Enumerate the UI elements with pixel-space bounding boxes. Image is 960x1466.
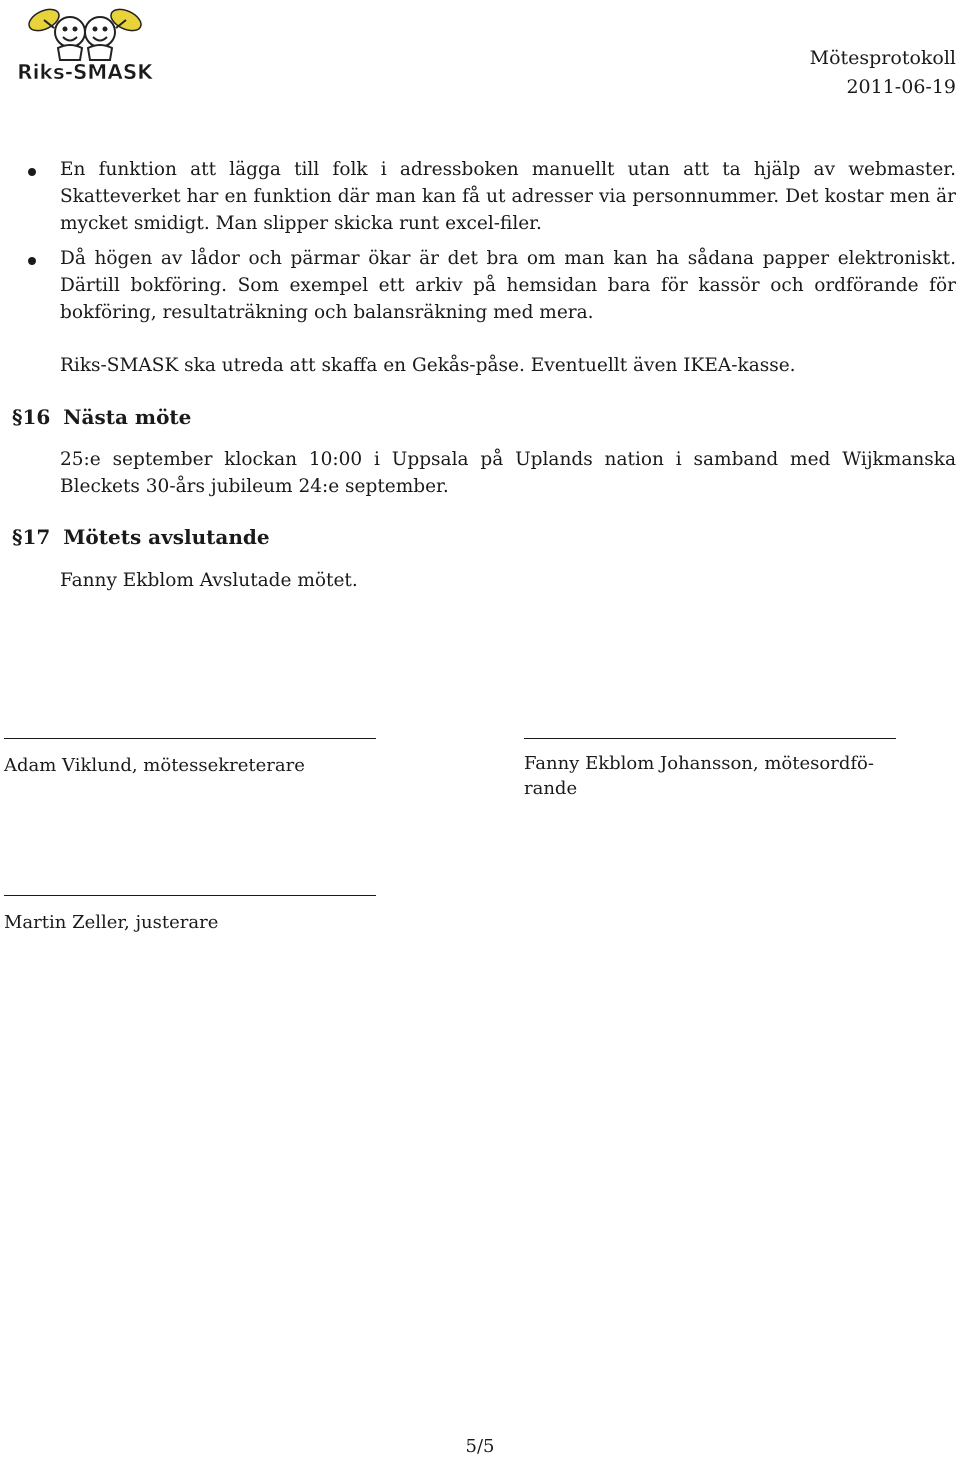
section-heading-17 [12,523,270,551]
document-title: Mötesprotokoll [809,47,956,69]
signature-label-secretary: Adam Viklund, mötessekreterare [4,755,305,776]
signature-label-chair [524,751,874,801]
signature-label-chair-line: rande [524,778,578,799]
signature-line-chair [524,738,896,739]
section-number: §16 [12,405,51,429]
section-title: Nästa möte [63,405,192,429]
list-item-text: En funktion att lägga till folk i adressboken manuellt utan att ta hjälp av webmaster. Skatteverket har en funktion där man kan få ut adresser via personnummer. Det kostar men är mycket smidigt. Man slipper skicka runt excel-filer. [60,159,956,234]
riks-smask-logo [14,2,156,84]
signature-label-chair-line: Fanny Ekblom Johansson, mötesordfö- [524,753,874,774]
document-date: 2011-06-19 [846,76,956,98]
bullet-icon [28,257,36,265]
signature-line-secretary [4,738,376,739]
section-title: Mötets avslutande [63,525,270,549]
signature-line-adjuster [4,895,376,896]
section-17-body: Fanny Ekblom Avslutade mötet. [60,570,358,591]
section-number: §17 [12,525,51,549]
section-heading-16 [12,403,191,431]
paragraph-gekas: Riks-SMASK ska utreda att skaffa en Gekås-påse. Eventuellt även IKEA-kasse. [60,355,796,376]
document-header [810,44,956,102]
list-item [60,156,956,237]
signature-label-adjuster: Martin Zeller, justerare [4,912,219,933]
bullet-list [60,156,956,334]
page-number: 5/5 [465,1436,495,1457]
list-item [60,245,956,326]
bullet-icon [28,168,36,176]
logo-wordmark: Riks-SMASK [17,60,153,84]
section-16-body: 25:e september klockan 10:00 i Uppsala på Uplands nation i samband med Wijkmanska Bleckets 30-års jubileum 24:e september. [60,449,956,497]
list-item-text: Då högen av lådor och pärmar ökar är det bra om man kan ha sådana papper elektroniskt. Därtill bokföring. Som exempel ett arkiv på hemsidan bara för kassör och ordförande för bokföring, resultaträkning och balansräkning med mera. [60,248,956,323]
